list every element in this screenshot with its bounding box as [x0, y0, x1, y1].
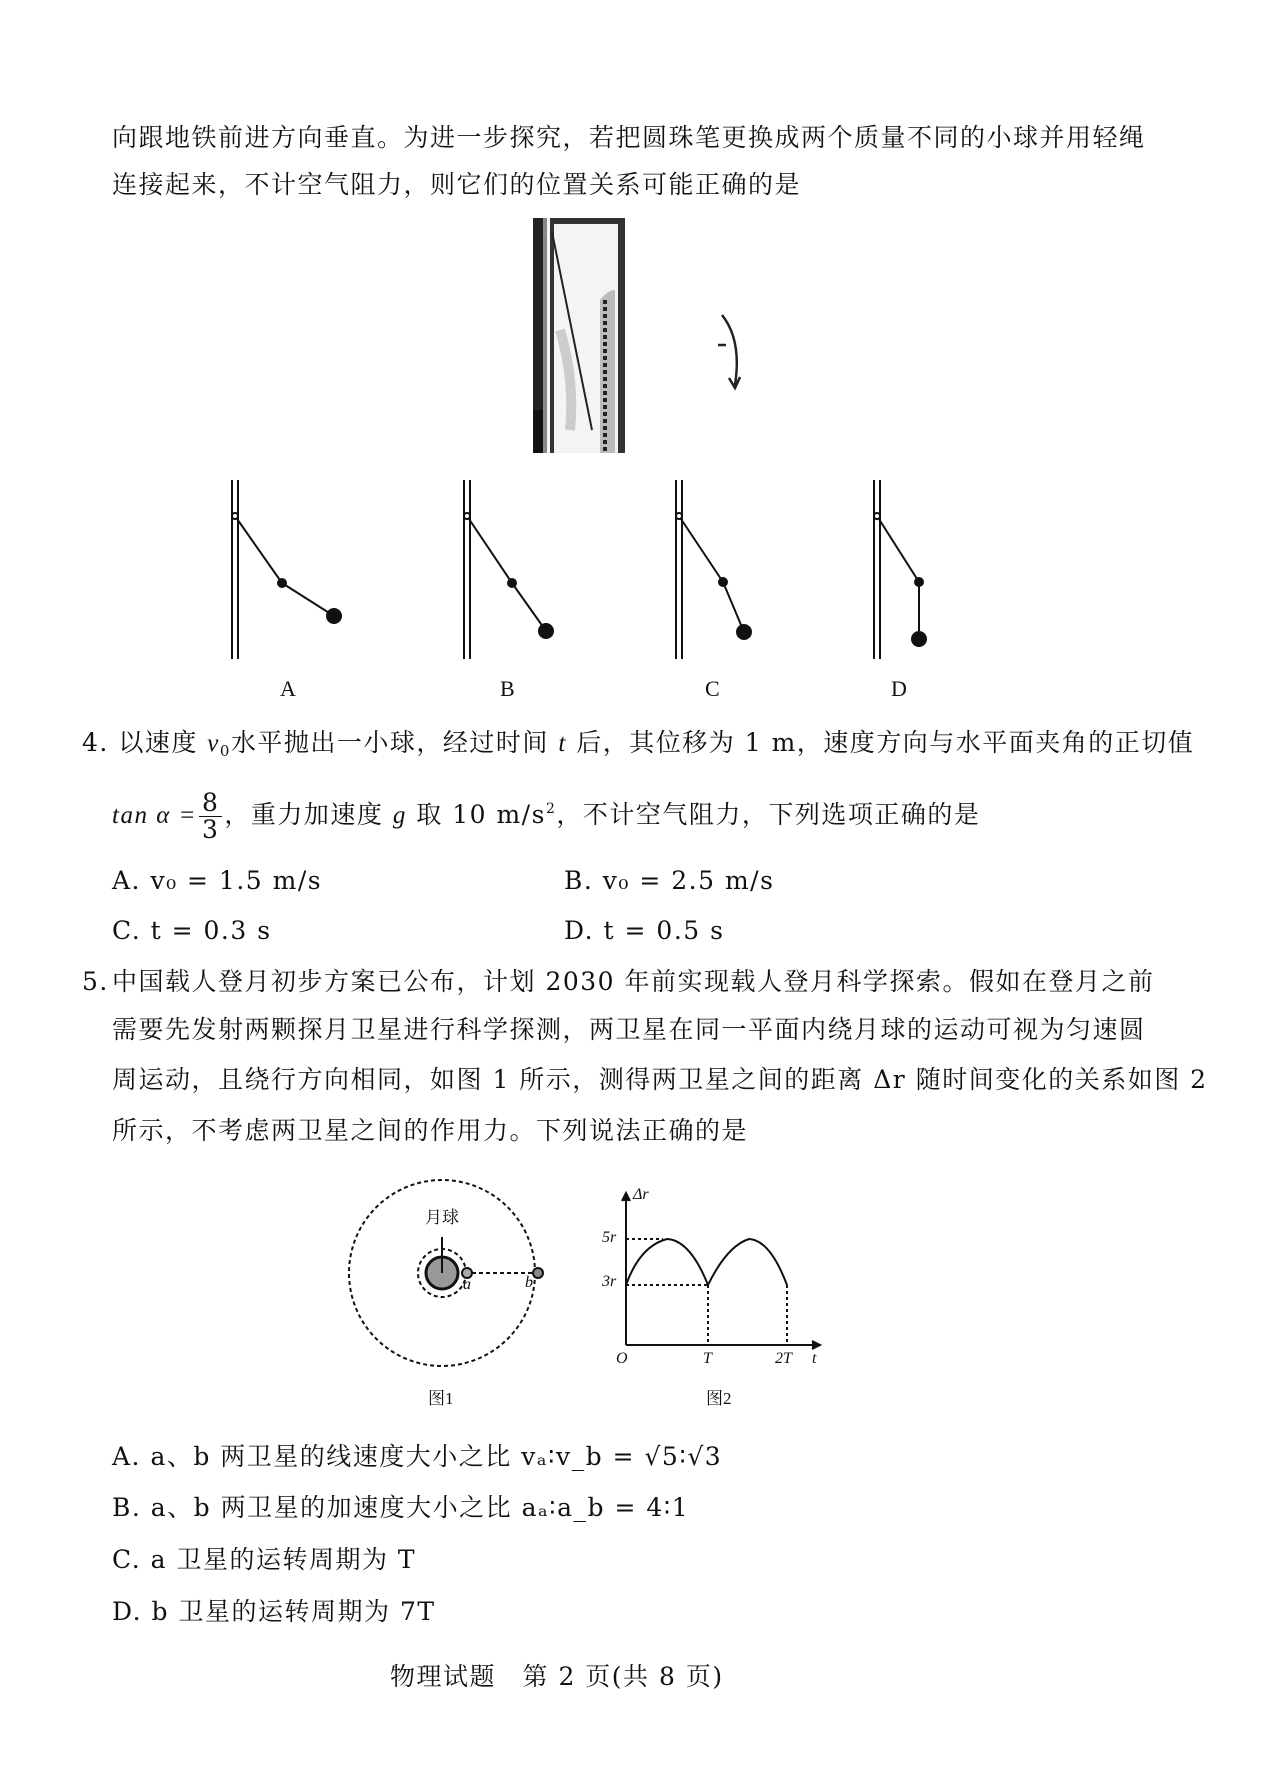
option-label-c: C — [705, 676, 720, 701]
fig2-xtick-2t: 2T — [775, 1350, 792, 1367]
satellite-b-label: b — [525, 1274, 533, 1291]
distance-time-graph — [622, 1193, 820, 1349]
q5-option-a: A. a、b 两卫星的线速度大小之比 vₐ∶v_b = √5∶√3 — [112, 1442, 723, 1471]
option-label-b: B — [500, 676, 515, 701]
q3-text-line1: 向跟地铁前进方向垂直。为进一步探究，若把圆珠笔更换成两个质量不同的小球并用轻绳 — [112, 123, 1146, 152]
satellite-b — [533, 1268, 543, 1278]
fig2-xtick-t: T — [703, 1350, 712, 1367]
q5-stem-line1: 中国载人登月初步方案已公布，计划 2030 年前实现载人登月科学探索。假如在登月之前 — [112, 967, 1155, 996]
page-footer: 物理试题 第 2 页(共 8 页) — [390, 1662, 724, 1691]
q3-text-line2: 连接起来，不计空气阻力，则它们的位置关系可能正确的是 — [112, 170, 802, 199]
fig2-caption: 图2 — [706, 1389, 732, 1408]
q5-number: 5. — [82, 967, 109, 996]
fig2-ytick-5r: 5r — [602, 1229, 617, 1246]
q5-stem-line2: 需要先发射两颗探月卫星进行科学探测，两卫星在同一平面内绕月球的运动可视为匀速圆 — [112, 1015, 1146, 1044]
q5-stem-line3: 周运动，且绕行方向相同，如图 1 所示，测得两卫星之间的距离 Δr 随时间变化的关系如图 2 — [112, 1065, 1208, 1094]
fig2-xlabel: t — [812, 1350, 817, 1367]
fig2-xtick-origin: O — [616, 1350, 628, 1367]
curve — [626, 1239, 787, 1285]
q5-option-c: C. a 卫星的运转周期为 T — [112, 1545, 417, 1574]
q4-option-d: D. t = 0.5 s — [564, 916, 725, 945]
option-label-a: A — [280, 676, 296, 701]
q4-option-c: C. t = 0.3 s — [112, 916, 272, 945]
moon-label: 月球 — [425, 1208, 459, 1227]
q5-option-d: D. b 卫星的运转周期为 7T — [112, 1597, 436, 1626]
fig2-ytick-3r: 3r — [602, 1273, 617, 1290]
q4-stem-line2: tan α = $\frac{8}{3}$ ，重力加速度 g 取 10 $m/s^2$，不计空气阻力，下列选项正确的是 — [112, 788, 981, 844]
fig2-ylabel: Δr — [633, 1186, 649, 1203]
option-label-d: D — [891, 676, 907, 701]
q4-option-a: A. v₀ = 1.5 m/s — [112, 866, 323, 895]
fig1-caption: 图1 — [428, 1389, 454, 1408]
q5-stem-line4: 所示，不考虑两卫星之间的作用力。下列说法正确的是 — [112, 1116, 749, 1145]
q4-option-b: B. v₀ = 2.5 m/s — [564, 866, 775, 895]
q5-option-b: B. a、b 两卫星的加速度大小之比 aₐ∶a_b = 4∶1 — [112, 1493, 690, 1522]
fraction: $\frac{8}{3}$ — [199, 790, 222, 843]
q4-stem-line1: 4. 以速度 $v_0$水平抛出一小球，经过时间 t 后，其位移为 1 m，速度方向与水平面夹角的正切值 — [82, 728, 1195, 760]
satellite-a-label: a — [463, 1276, 471, 1293]
